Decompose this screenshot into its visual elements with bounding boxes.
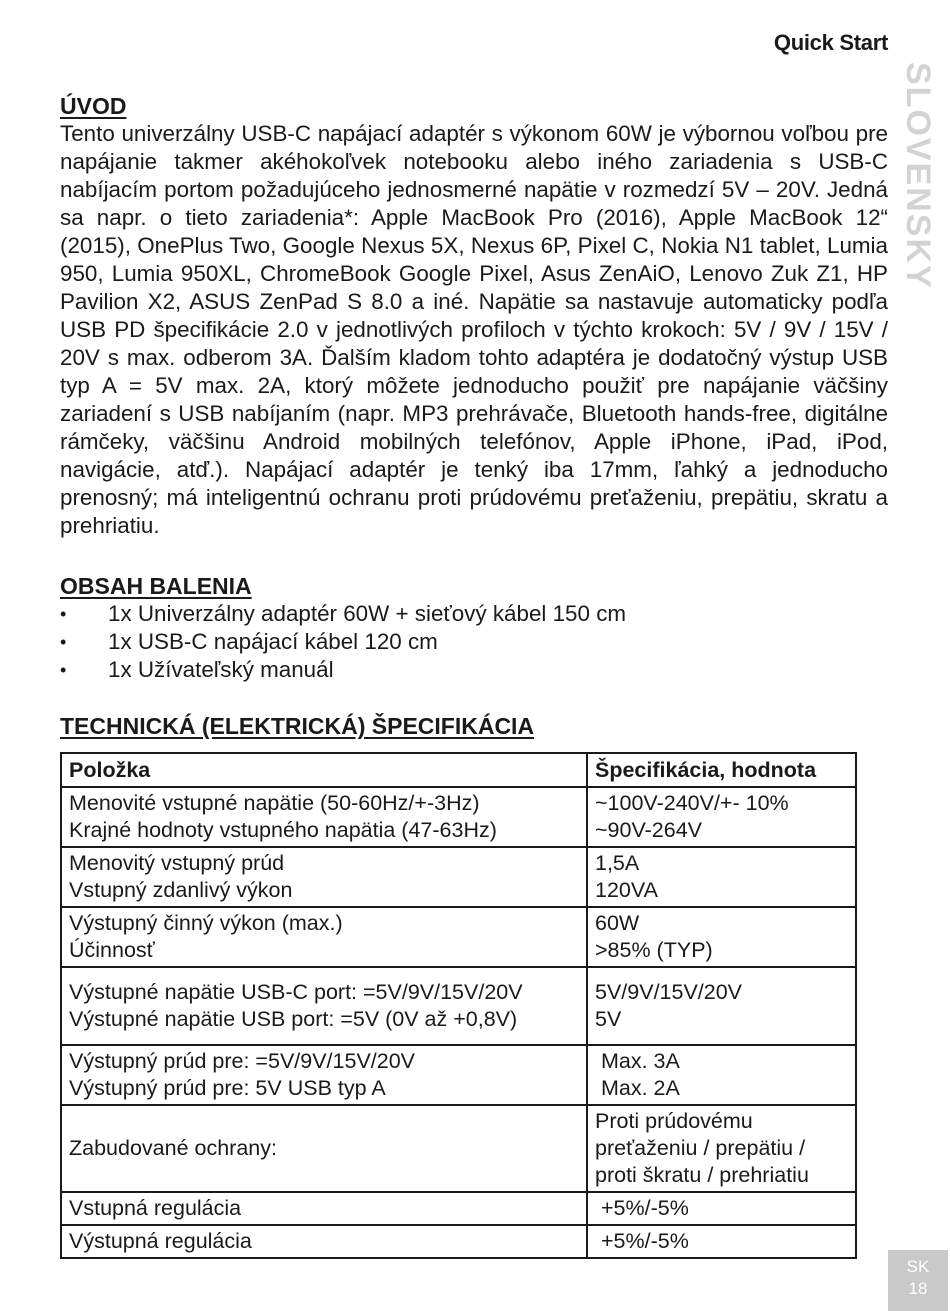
page-content (60, 92, 888, 1259)
table-cell-item: Výstupné napätie USB-C port: =5V/9V/15V/20V Výstupné napätie USB port: =5V (0V až +0,8V) (61, 967, 587, 1045)
bullet-icon: • (60, 604, 67, 624)
table-cell-value: +5%/-5% (587, 1192, 856, 1225)
table-row (61, 1105, 856, 1192)
table-cell-value: Max. 3A Max. 2A (587, 1045, 856, 1105)
page-number: 18 (908, 1279, 928, 1298)
page-language-code: SK (906, 1257, 930, 1276)
document-header-title: Quick Start (773, 30, 888, 55)
table-row (61, 967, 856, 1045)
table-cell-item: Zabudované ochrany: (61, 1105, 587, 1192)
list-item (60, 628, 888, 656)
table-row (61, 787, 856, 847)
package-item-label: 1x Univerzálny adaptér 60W + sieťový kábel 150 cm (108, 601, 627, 626)
table-cell-item: Menovité vstupné napätie (50-60Hz/+-3Hz) Krajné hodnoty vstupného napätia (47-63Hz) (61, 787, 587, 847)
spec-table (60, 752, 857, 1259)
package-list (60, 600, 888, 684)
package-item-label: 1x USB-C napájací kábel 120 cm (108, 629, 438, 654)
bullet-icon: • (60, 660, 67, 680)
table-cell-value: Proti prúdovému preťaženiu / prepätiu / proti škratu / prehriatiu (587, 1105, 856, 1192)
intro-paragraph: Tento univerzálny USB-C napájací adaptér s výkonom 60W je výbornou voľbou pre napájanie takmer akéhokoľvek notebooku alebo iného zariadenia s USB-C nabíjacím portom požadujúceho jednosmerné napätie v rozmedzí 5V – 20V. Jedná sa napr. o tieto zariadenia*: Apple MacBook Pro (2016), Apple MacBook 12“ (2015), OnePlus Two, Google Nexus 5X, Nexus 6P, Pixel C, Nokia N1 tablet, Lumia 950, Lumia 950XL, ChromeBook Google Pixel, Asus ZenAiO, Lenovo Zuk Z1, HP Pavilion X2, ASUS ZenPad S 8.0 a iné. Napätie sa nastavuje automaticky podľa USB PD špecifikácie 2.0 v jednotlivých profiloch v týchto krokoch: 5V / 9V / 15V / 20V s max. odberom 3A. Ďalším kladom tohto adaptéra je dodatočný výstup USB typ A = 5V max. 2A, ktorý môžete jednoducho použiť pre napájanie väčšiny zariadení s USB nabíjaním (napr. MP3 prehrávače, Bluetooth hands-free, digitálne rámčeky, väčšinu Android mobilných telefónov, Apple iPhone, iPad, iPod, navigácie, atď.). Napájací adaptér je tenký iba 17mm, ľahký a jednoducho prenosný; má inteligentnú ochranu proti prúdovému preťaženiu, prepätiu, skratu a prehriatiu. (60, 121, 888, 538)
language-side-label: SLOVENSKY (899, 62, 937, 290)
package-heading: OBSAH BALENIA (60, 573, 252, 599)
table-header-row (61, 753, 856, 787)
table-cell-item: Výstupný činný výkon (max.) Účinnosť (61, 907, 587, 967)
intro-heading: ÚVOD (60, 93, 127, 119)
table-cell-item: Vstupná regulácia (61, 1192, 587, 1225)
table-cell-value: +5%/-5% (587, 1225, 856, 1258)
table-cell-item: Menovitý vstupný prúd Vstupný zdanlivý výkon (61, 847, 587, 907)
page-number-badge (888, 1250, 948, 1311)
table-cell-value: 5V/9V/15V/20V 5V (587, 967, 856, 1045)
table-cell-value: ~100V-240V/+- 10% ~90V-264V (587, 787, 856, 847)
package-item-label: 1x Užívateľský manuál (108, 657, 334, 682)
table-row (61, 1225, 856, 1258)
table-cell-item: Výstupný prúd pre: =5V/9V/15V/20V Výstupný prúd pre: 5V USB typ A (61, 1045, 587, 1105)
spec-heading: TECHNICKÁ (ELEKTRICKÁ) ŠPECIFIKÁCIA (60, 713, 535, 739)
table-row (61, 1192, 856, 1225)
table-row (61, 907, 856, 967)
table-row (61, 847, 856, 907)
bullet-icon: • (60, 632, 67, 652)
column-header-value: Špecifikácia, hodnota (587, 753, 856, 787)
table-cell-value: 60W >85% (TYP) (587, 907, 856, 967)
list-item (60, 600, 888, 628)
table-cell-item: Výstupná regulácia (61, 1225, 587, 1258)
table-cell-value: 1,5A 120VA (587, 847, 856, 907)
column-header-item: Položka (61, 753, 587, 787)
table-row (61, 1045, 856, 1105)
list-item (60, 656, 888, 684)
